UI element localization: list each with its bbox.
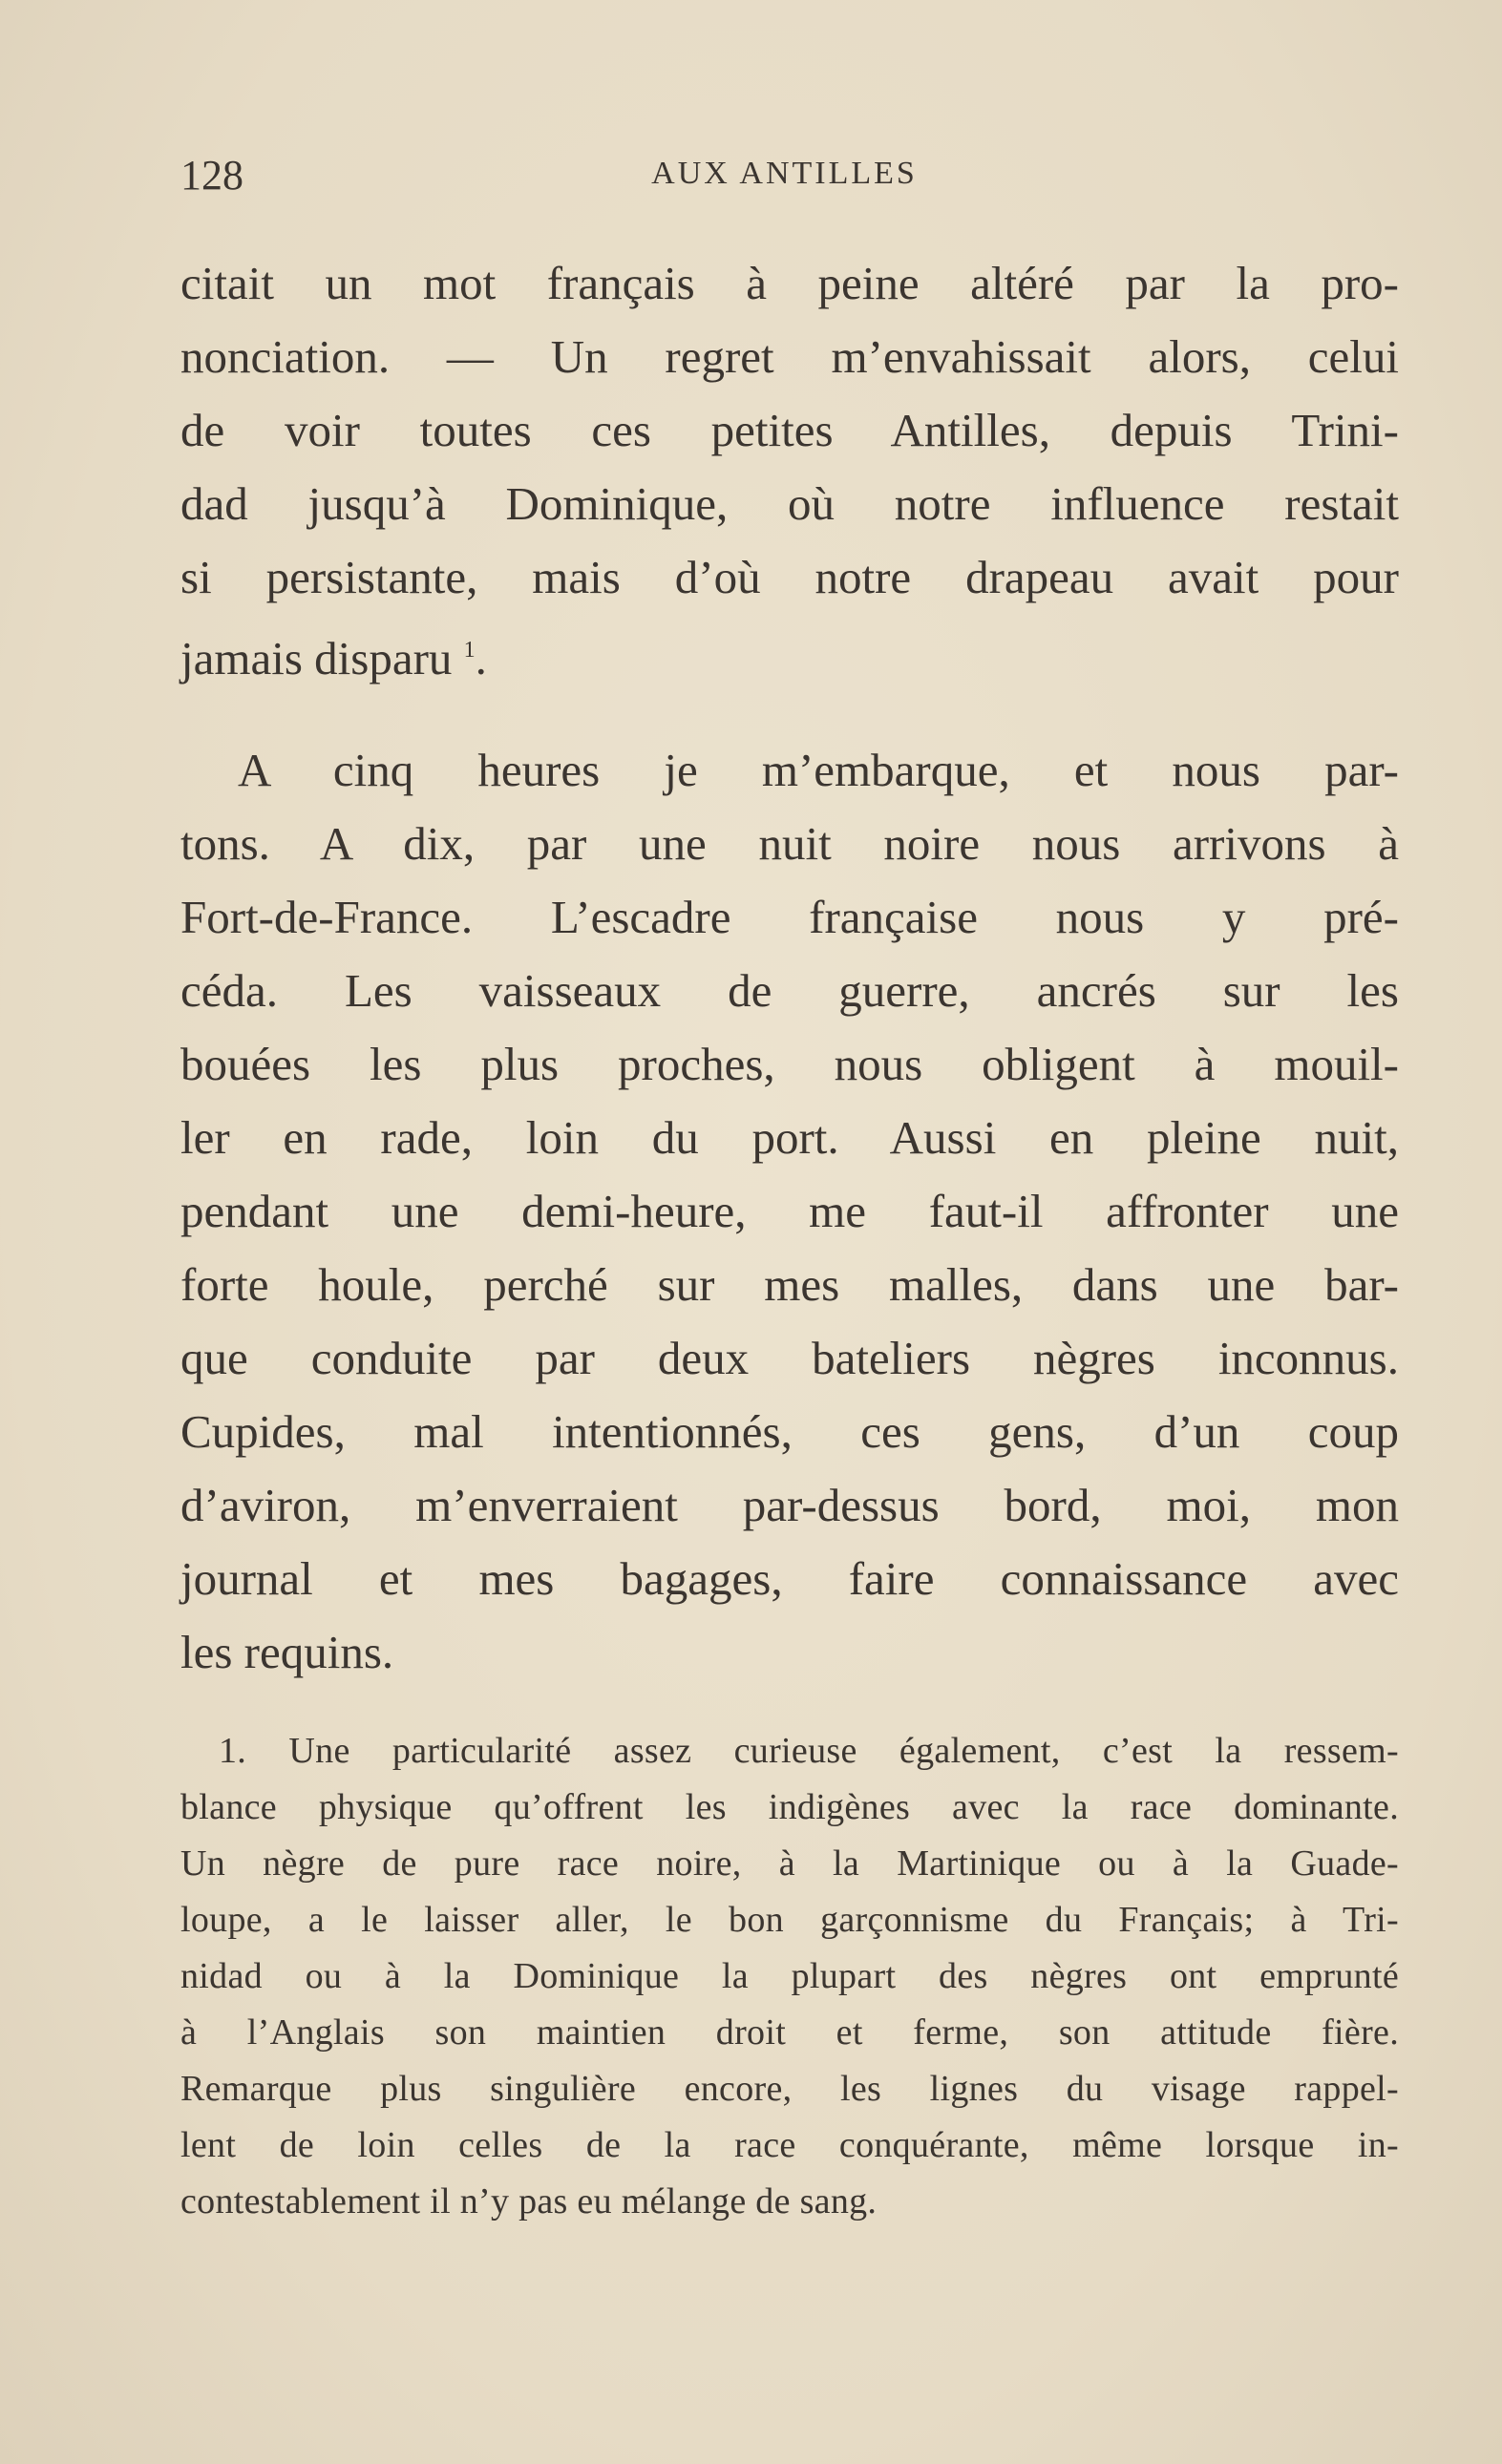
footnote-line: lent de loin celles de la race conquérante, même lorsque in-	[180, 2125, 1399, 2165]
footnote-reference[interactable]: 1	[463, 638, 476, 663]
running-head: AUX ANTILLES	[651, 156, 918, 191]
page-number: 128	[180, 152, 243, 199]
text: jamais disparu	[180, 632, 453, 684]
text-line: forte houle, perché sur mes malles, dans une bar-	[180, 1258, 1399, 1311]
paragraph-2	[180, 733, 1399, 1689]
text-line-last	[180, 614, 1399, 687]
text-line: Fort-de-France. L’escadre française nous y pré-	[180, 891, 1399, 943]
text-line: journal et mes bagages, faire connaissance avec	[180, 1552, 1399, 1605]
footnote-line: nidad ou à la Dominique la plupart des nègres ont emprunté	[180, 1956, 1399, 1996]
footnote-line: Remarque plus singulière encore, les lignes du visage rappel-	[180, 2069, 1399, 2109]
text-line: céda. Les vaisseaux de guerre, ancrés sur les	[180, 964, 1399, 1017]
footnote-line: loupe, a le laisser aller, le bon garçonnisme du Français; à Tri-	[180, 1900, 1399, 1940]
period: .	[475, 632, 487, 684]
footnote-line: à l’Anglais son maintien droit et ferme, son attitude fière.	[180, 2012, 1399, 2053]
text-line: nonciation. — Un regret m’envahissait alors, celui	[180, 330, 1399, 383]
footnote-line: contestablement il n’y pas eu mélange de sang.	[180, 2181, 878, 2222]
text-line: bouées les plus proches, nous obligent à mouil-	[180, 1038, 1399, 1090]
text-line: Cupides, mal intentionnés, ces gens, d’un coup	[180, 1405, 1399, 1458]
text-line: tons. A dix, par une nuit noire nous arrivons à	[180, 817, 1399, 870]
text-line: de voir toutes ces petites Antilles, depuis Trini-	[180, 404, 1399, 456]
text-line: ler en rade, loin du port. Aussi en pleine nuit,	[180, 1111, 1399, 1164]
footnote-line: Un nègre de pure race noire, à la Martinique ou à la Guade-	[180, 1843, 1399, 1884]
text-line: si persistante, mais d’où notre drapeau avait pour	[180, 551, 1399, 603]
text-line: d’aviron, m’enverraient par-dessus bord, moi, mon	[180, 1479, 1399, 1531]
paragraph-1	[180, 246, 1399, 687]
footnote-line: blance physique qu’offrent les indigènes avec la race dominante.	[180, 1787, 1399, 1827]
text-line: les requins.	[180, 1626, 394, 1678]
footnote	[180, 1723, 1399, 2230]
text-line: dad jusqu’à Dominique, où notre influence restait	[180, 477, 1399, 530]
text-line: pendant une demi-heure, me faut-il affronter une	[180, 1185, 1399, 1237]
text-line: citait un mot français à peine altéré par la pro-	[180, 257, 1399, 309]
footnote-line: 1. Une particularité assez curieuse également, c’est la ressem-	[219, 1731, 1399, 1771]
text-line: que conduite par deux bateliers nègres inconnus.	[180, 1332, 1399, 1384]
text-line: A cinq heures je m’embarque, et nous par-	[238, 744, 1399, 796]
